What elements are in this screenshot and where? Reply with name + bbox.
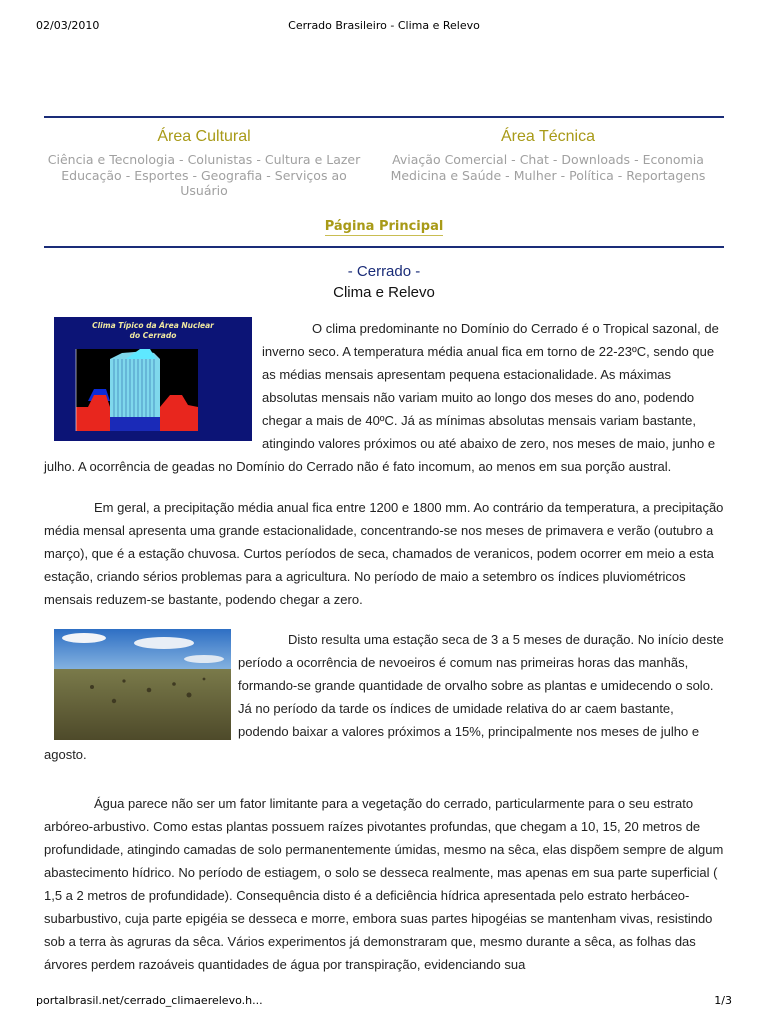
nav-link-medicina-saude[interactable]: Medicina e Saúde	[390, 167, 502, 183]
nav-link-educacao[interactable]: Educação	[61, 167, 122, 183]
nav-area-cultural	[44, 126, 364, 199]
print-header	[36, 19, 732, 33]
climate-chart-caption: Clima Típico da Área Nuclear	[92, 321, 214, 330]
nav-area-tecnica-links: Aviação Comercial - Chat - Downloads - Economia Medicina e Saúde - Mulher - Política - Reportagens	[390, 152, 706, 183]
paragraph-2-text: Em geral, a precipitação média anual fica entre 1200 e 1800 mm. Ao contrário da temperatura, a precipitação média mensal apresenta uma grande estacionalidade, concentrando-se nos meses de primavera e verão (outubro a março), que é a estação chuvosa. Curtos períodos de seca, chamados de veranicos, podem ocorrer em meio a esta estação, criando sérios problemas para a agricultura. No período de maio a setembro os índices pluviométricos mensais reduzem-se bastante, podendo chegar a zero.	[44, 500, 724, 607]
chart-wrap-spacer	[44, 317, 262, 455]
nav-area-tecnica	[388, 126, 708, 183]
nav-link-economia[interactable]: Economia	[642, 152, 704, 167]
paragraph-3-text: Disto resulta uma estação seca de 3 a 5 meses de duração. No início deste período a ocorrência de nevoeiros é comum nas primeiras horas das manhãs, formando-se grande quantidade de orvalho sobre as plantas e umidecendo o solo. Já no período da tarde os índices de umidade relativa do ar caem bastante, podendo baixar a valores próximos a 15%, principalmente nos meses de julho e agosto.	[44, 632, 724, 762]
nav-link-ciencia-tecnologia[interactable]: Ciência e Tecnologia	[47, 152, 176, 167]
nav-link-aviacao-comercial[interactable]: Aviação Comercial	[392, 152, 508, 167]
paragraph-4-text: Água parece não ser um fator limitante para a vegetação do cerrado, particularmente para o seu estrato arbóreo-arbustivo. Como estas plantas possuem raízes pivotantes profundas, que chegam a 10, 15, 20 metros de profundidade, atingindo camadas de solo permanentemente úmidas, mesmo na sêca, elas dispõem sempre de algum abastecimento hídrico. No período de estiagem, o solo se desseca realmente, mas apenas em sua parte superficial ( 1,5 a 2 metros de profundidade). Consequência disto é a deficiência hídrica apresentada pelo estrato herbáceo-subarbustivo, cuja parte epigéia se desseca e morre, embora suas partes hipogéias se mantenham vivas, resistindo sob a terra às agruras da sêca. Vários experimentos já demonstraram que, mesmo durante a sêca, as folhas das árvores perdem razoáveis quantidades de água por transpiração, evidenciando sua	[44, 796, 724, 972]
nav-link-downloads[interactable]: Downloads	[561, 152, 631, 167]
nav-link-politica[interactable]: Política	[569, 167, 614, 183]
photo-wrap-spacer	[44, 628, 238, 742]
nav-area-tecnica-title: Área Técnica	[501, 128, 595, 145]
print-url: portalbrasil.net/cerrado_climaerelevo.h...	[36, 994, 263, 1007]
home-link[interactable]: Página Principal	[324, 219, 444, 234]
nav-link-reportagens[interactable]: Reportagens	[626, 167, 706, 183]
svg-text:do Cerrado: do Cerrado	[129, 331, 177, 340]
home-link-container	[0, 219, 768, 234]
paragraph-4	[44, 792, 724, 976]
nav-link-esportes[interactable]: Esportes	[134, 167, 189, 183]
paragraph-3	[44, 628, 724, 766]
bottom-divider	[44, 246, 724, 248]
nav-link-geografia[interactable]: Geografia	[200, 167, 263, 183]
article-section: - Cerrado -	[347, 263, 421, 280]
nav-link-cultura-lazer[interactable]: Cultura e Lazer	[264, 152, 361, 167]
paragraph-2	[44, 496, 724, 611]
nav-area-cultural-links: Ciência e Tecnologia - Colunistas - Cultura e Lazer Educação - Esportes - Geografia - Serviços ao Usuário	[47, 152, 361, 198]
nav-link-mulher[interactable]: Mulher	[513, 167, 557, 183]
nav-link-chat[interactable]: Chat	[519, 152, 549, 167]
print-date: 02/03/2010	[36, 19, 100, 32]
nav-area-cultural-title: Área Cultural	[157, 128, 251, 145]
paragraph-1	[44, 317, 724, 478]
article-title: Clima e Relevo	[333, 284, 435, 301]
print-page-count: 1/3	[714, 994, 732, 1007]
print-page-title: Cerrado Brasileiro - Clima e Relevo	[288, 19, 480, 32]
paragraph-1-text: O clima predominante no Domínio do Cerrado é o Tropical sazonal, de inverno seco. A temperatura média anual fica em torno de 22-23ºC, sendo que as médias mensais apresentam pequena estacionalidade. As máximas absolutas mensais não variam muito ao longo dos meses do ano, podendo chegar a mais de 40ºC. Já as mínimas absolutas mensais variam bastante, atingindo valores próximos ou até abaixo de zero, nos meses de maio, junho e julho. A ocorrência de geadas no Domínio do Cerrado não é fato incomum, ao menos em sua porção austral.	[44, 321, 719, 474]
top-divider	[44, 116, 724, 118]
nav-link-colunistas[interactable]: Colunistas	[187, 152, 253, 167]
nav-link-servicos-usuario[interactable]: Serviços ao Usuário	[180, 167, 347, 198]
print-footer	[36, 994, 732, 1008]
